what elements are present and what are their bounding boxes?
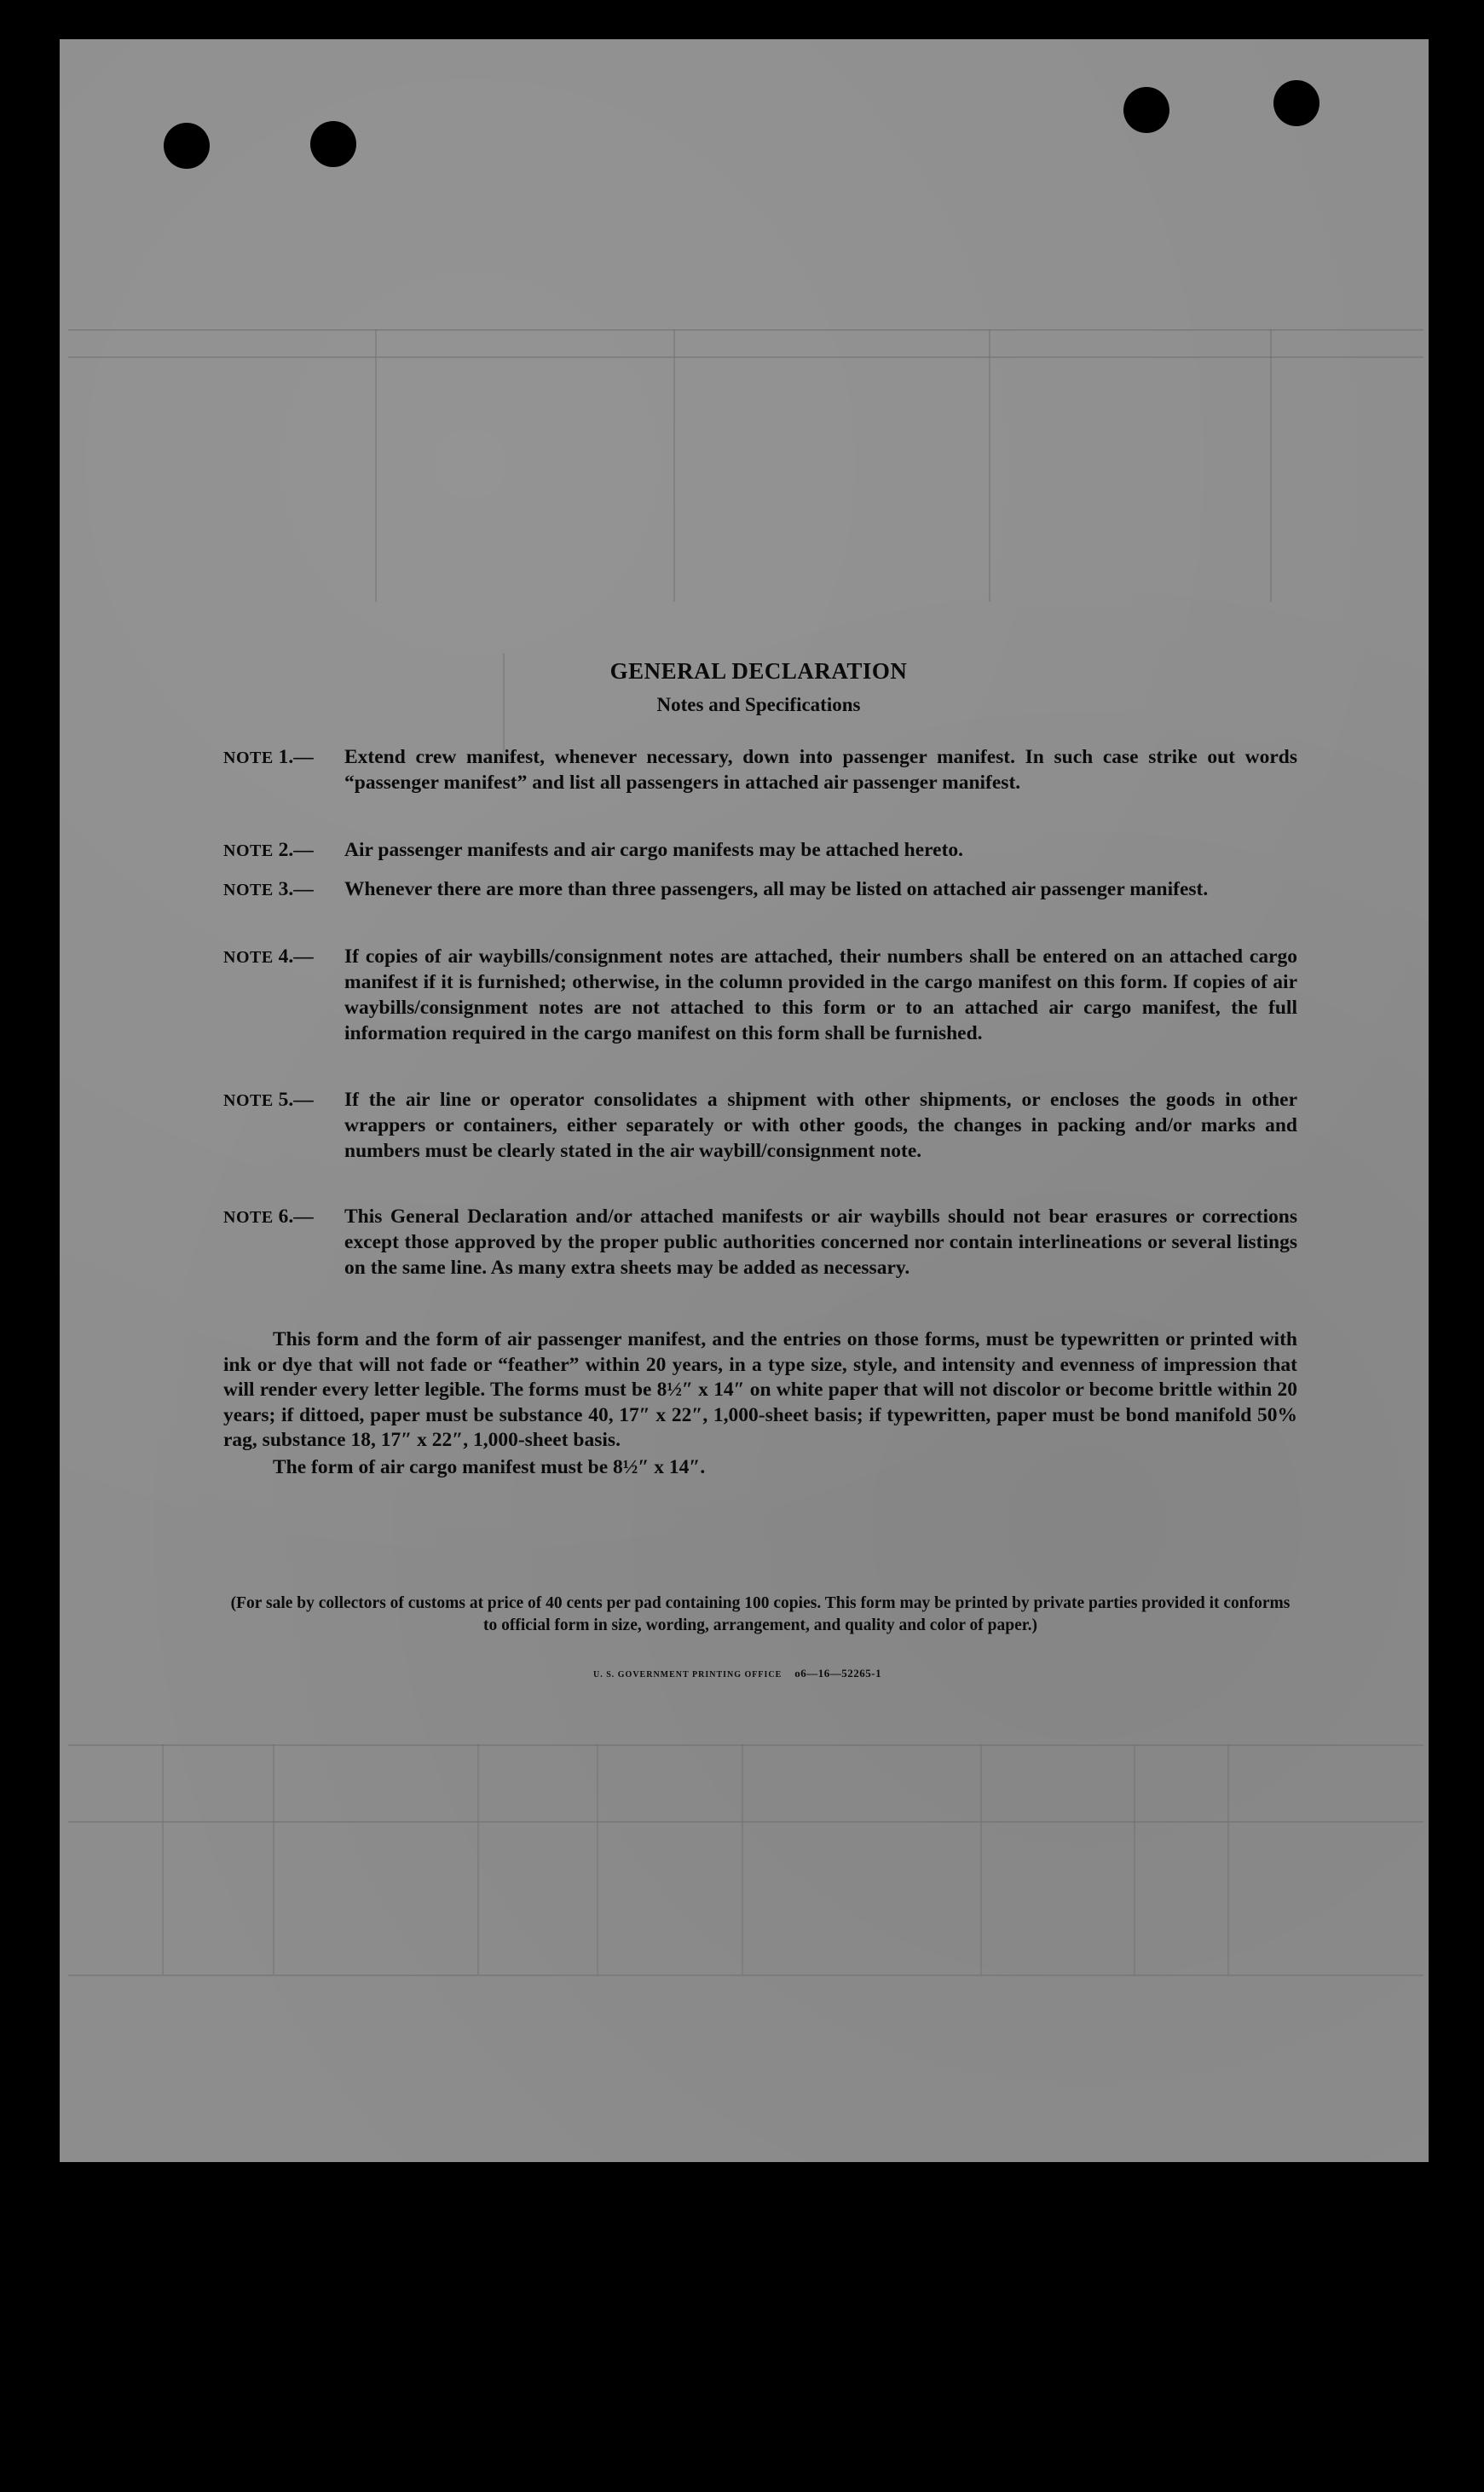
note-6 (223, 1204, 1297, 1306)
document-subtitle: Notes and Specifications (656, 694, 861, 715)
note-number: 2.— (278, 839, 314, 861)
note-text: Extend crew manifest, whenever necessary, down into passenger manifest. In such case strike out words “passenger manifest” and list all passengers in attached air passenger manifest. (344, 746, 1297, 794)
note-number: 3.— (278, 878, 314, 900)
note-text: This General Declaration and/or attached manifests or air waybills should not bear erasures or corrections except those approved by the proper public authorities concerned nor contain interlineations or several listings on the same line. As many extra sheets may be added as necessary. (344, 1206, 1297, 1279)
printer-line (593, 1667, 881, 1680)
note-number: 4.— (278, 945, 314, 968)
note-5 (223, 1087, 1297, 1189)
note-3 (223, 876, 1297, 928)
note-4 (223, 944, 1297, 1072)
note-number: 1.— (278, 746, 314, 768)
note-number: 6.— (278, 1206, 314, 1228)
note-label: NOTE (223, 948, 274, 967)
note-text: Whenever there are more than three passengers, all may be listed on attached air passenger manifest. (344, 878, 1209, 900)
document-title: GENERAL DECLARATION (609, 658, 908, 684)
sale-note: (For sale by collectors of customs at price of 40 cents per pad containing 100 copies. This form may be printed by private parties provided it conforms to official form in size, wording, arrangement, and quality and color of paper.) (230, 1594, 1291, 1634)
printer-name: U. S. GOVERNMENT PRINTING OFFICE (593, 1670, 782, 1680)
note-label: NOTE (223, 1208, 274, 1227)
specification-paragraph (223, 1327, 1297, 1480)
note-label: NOTE (223, 841, 274, 860)
paragraph-body: This form and the form of air passenger manifest, and the entries on those forms, must be typewritten or printed with ink or dye that will not fade or “feather” within 20 years, in a type size, style, and intensity and evenness of impression that will render every letter legible. The forms must be 8½″ x 14″ on white paper that will not discolor or become brittle within 20 years; if dittoed, paper must be substance 40, 17″ x 22″, 1,000-sheet basis; if typewritten, paper must be bond manifold 50% rag, substance 18, 17″ x 22″, 1,000-sheet basis. (223, 1328, 1297, 1451)
note-text: If the air line or operator consolidates a shipment with other shipments, or encloses the goods in other wrappers or containers, either separately or with other goods, the changes in packing and/or marks and numbers must be clearly stated in the air waybill/consignment note. (344, 1089, 1297, 1162)
printer-code: o6—16—52265-1 (794, 1667, 882, 1680)
note-label: NOTE (223, 1091, 274, 1110)
note-label: NOTE (223, 749, 274, 767)
note-number: 5.— (278, 1089, 314, 1111)
paragraph-last-line: The form of air cargo manifest must be 8½″ x 14″. (273, 1455, 706, 1478)
note-text: Air passenger manifests and air cargo manifests may be attached hereto. (344, 839, 964, 861)
note-2 (223, 837, 1297, 863)
note-text: If copies of air waybills/consignment notes are attached, their numbers shall be entered on an attached cargo manifest if it is furnished; otherwise, in the column provided in the cargo manifest on this form. If copies of air waybills/consignment notes are not attached to this form or to an attached air cargo manifest, the full information required in the cargo manifest on this form shall be furnished. (344, 945, 1297, 1044)
note-1 (223, 744, 1297, 821)
note-label: NOTE (223, 881, 274, 899)
